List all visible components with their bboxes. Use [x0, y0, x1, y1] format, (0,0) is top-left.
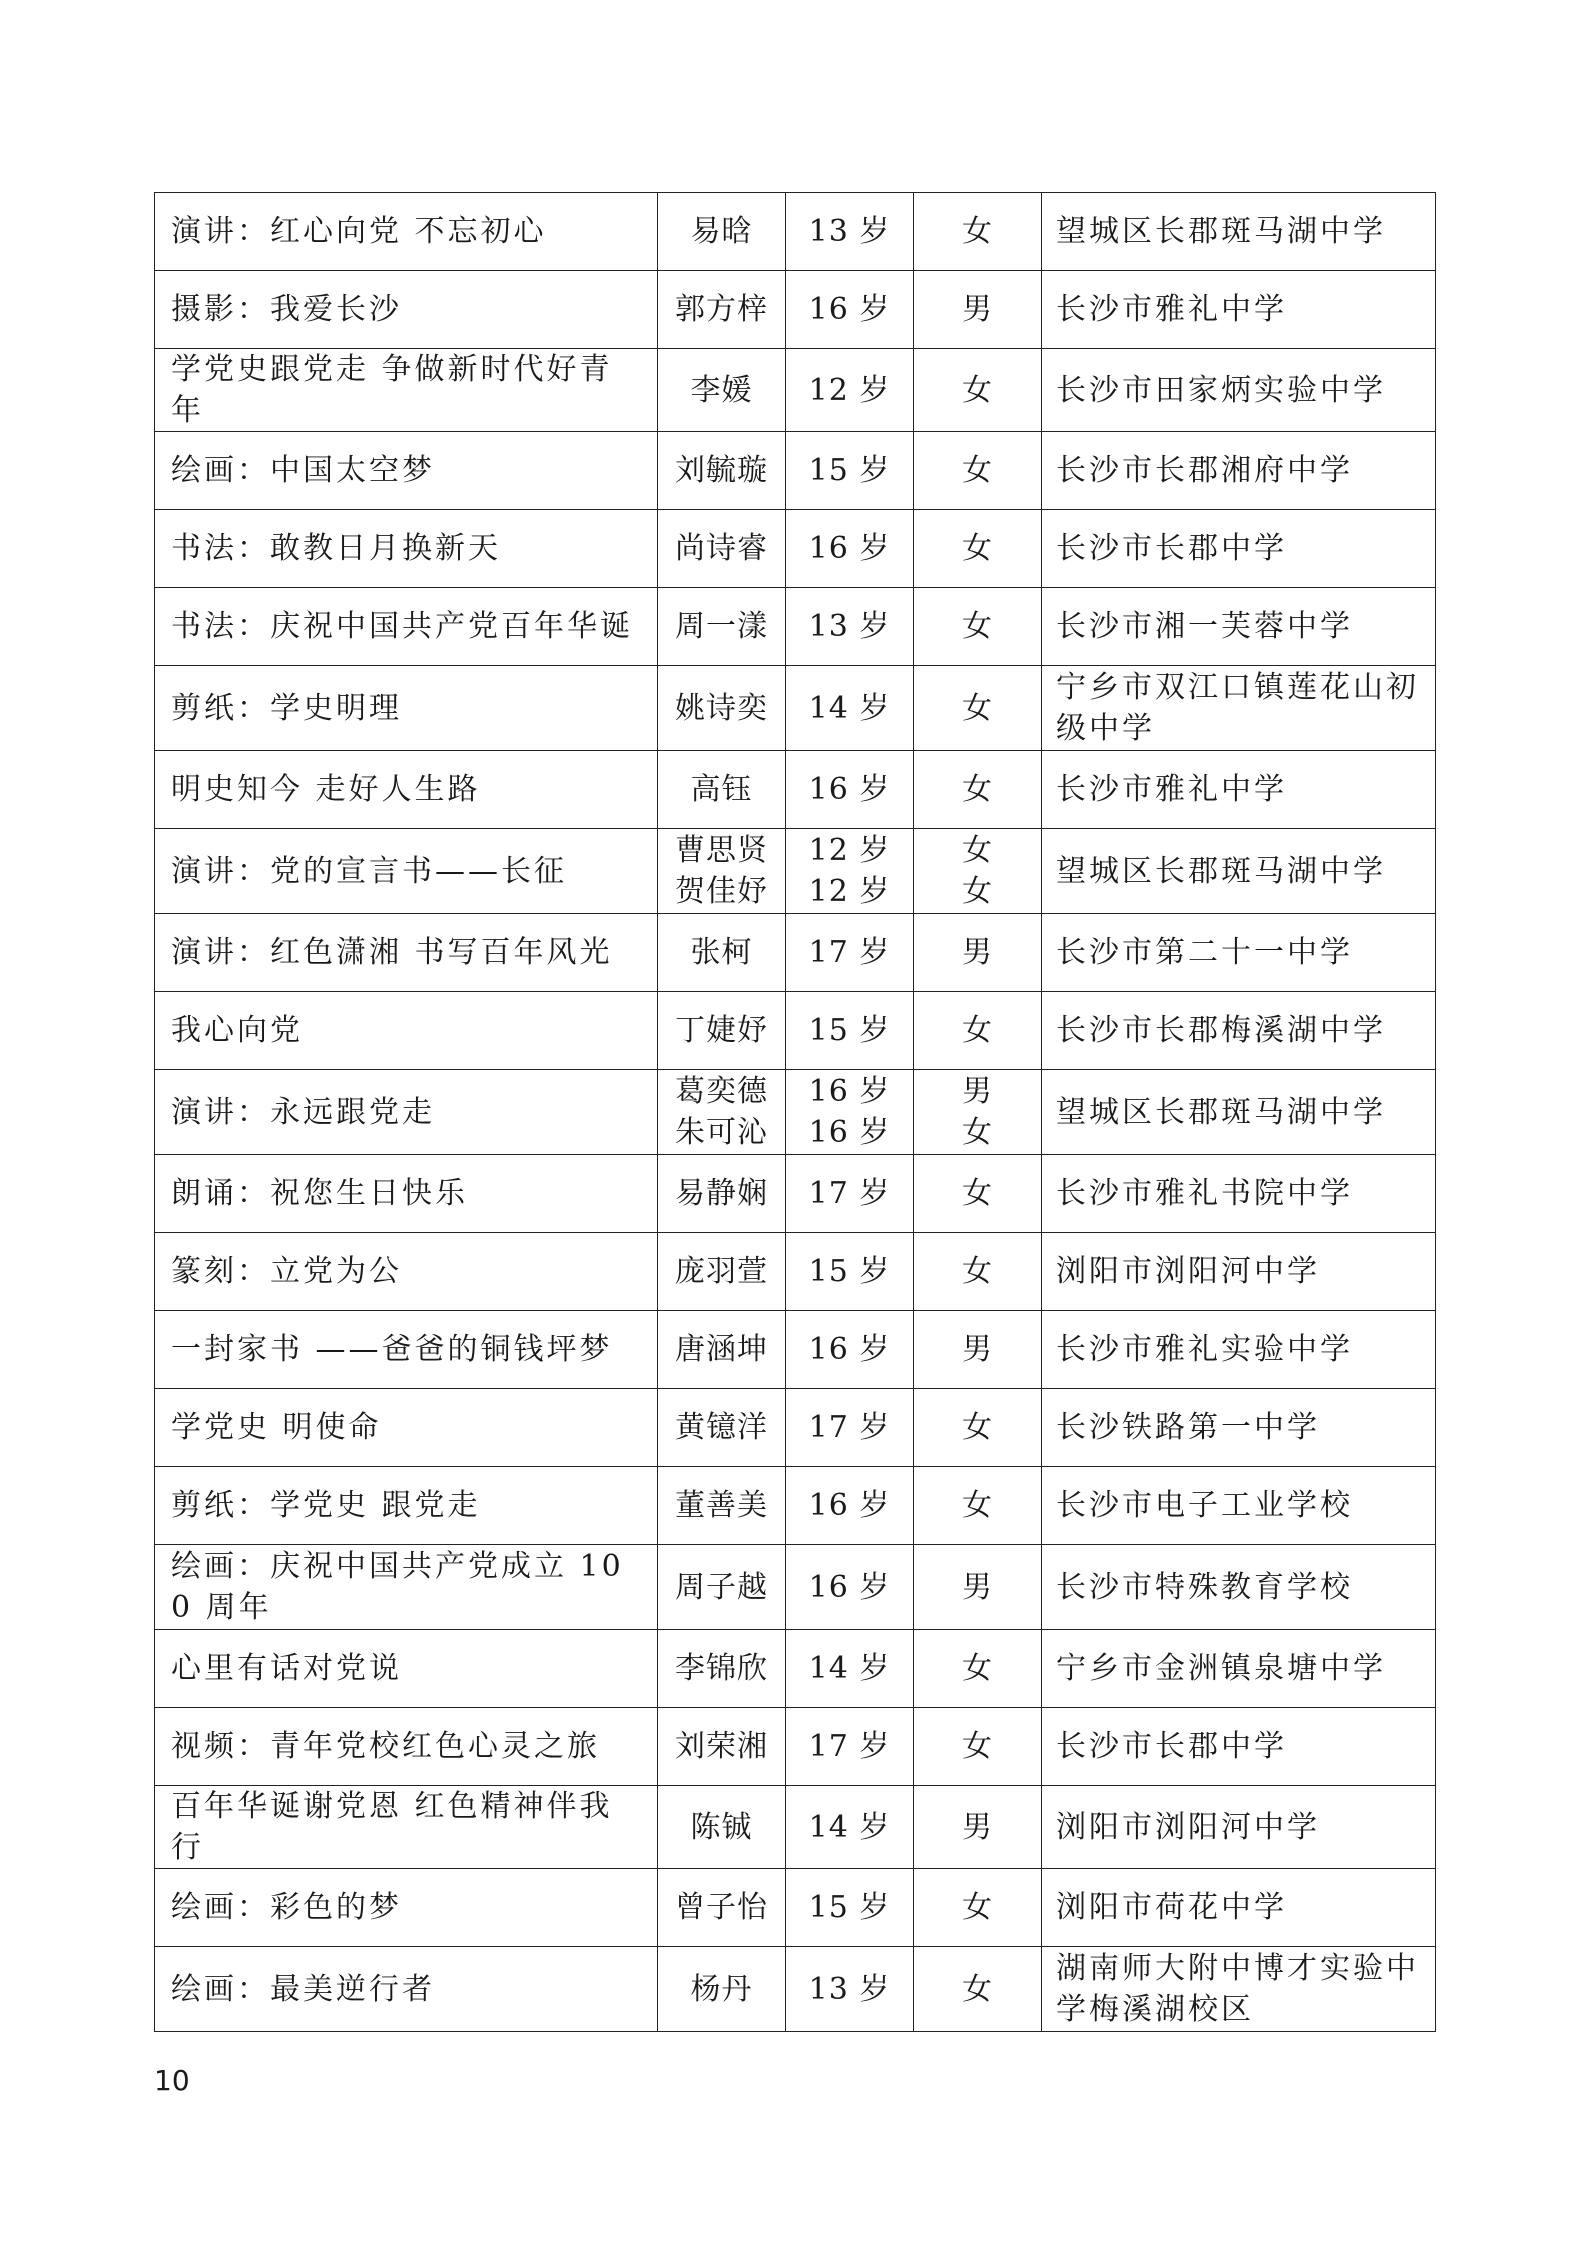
participant-name: 易晗: [690, 214, 753, 249]
school-cell: [1042, 751, 1436, 829]
work-title: 绘画：最美逆行者: [171, 1971, 435, 2007]
participant-age-cell: [786, 751, 914, 829]
work-title-cell: [155, 1630, 658, 1708]
participant-gender: 女: [962, 609, 993, 644]
participant-age-cell: [786, 271, 914, 349]
participant-name-cell: [658, 992, 786, 1070]
school-name: 宁乡市金洲镇泉塘中学: [1056, 1651, 1386, 1686]
participant-gender-cell: [914, 1389, 1042, 1467]
school-cell: [1042, 1545, 1436, 1630]
table-row: [155, 829, 1436, 914]
participant-age: 16 岁: [808, 1332, 891, 1367]
school-name: 长沙市雅礼中学: [1056, 292, 1287, 327]
participant-gender-cell: [914, 1786, 1042, 1869]
participant-gender-cell: [914, 1947, 1042, 2032]
participant-name-cell: [658, 510, 786, 588]
participant-name: 葛奕德: [675, 1074, 768, 1109]
table-row: [155, 751, 1436, 829]
school-cell: [1042, 193, 1436, 271]
participant-gender-cell: [914, 510, 1042, 588]
participant-gender-cell: [914, 271, 1042, 349]
table-row: [155, 271, 1436, 349]
work-title: 视频：青年党校红色心灵之旅: [171, 1729, 600, 1764]
school-cell: [1042, 432, 1436, 510]
work-title: 演讲：永远跟党走: [171, 1094, 435, 1130]
participant-age: 16 岁: [808, 1488, 891, 1523]
work-title: 书法：敢教日月换新天: [171, 531, 501, 566]
school-name: 浏阳市荷花中学: [1056, 1890, 1287, 1925]
school-cell: [1042, 1311, 1436, 1389]
school-cell: [1042, 1869, 1436, 1947]
table-row: [155, 1630, 1436, 1708]
participant-gender: 女: [962, 1013, 993, 1048]
school-name: 长沙市雅礼实验中学: [1056, 1332, 1353, 1367]
participant-gender: 女: [962, 772, 993, 807]
participant-gender-cell: [914, 588, 1042, 666]
participant-name: 尚诗睿: [675, 531, 768, 566]
school-cell: [1042, 349, 1436, 432]
participant-name-cell: [658, 1311, 786, 1389]
participant-age: 16 岁: [808, 531, 891, 566]
participant-name-cell: [658, 1467, 786, 1545]
participant-gender-cell: [914, 1869, 1042, 1947]
participant-name-cell: [658, 1708, 786, 1786]
school-name: 长沙市田家炳实验中学: [1056, 372, 1386, 408]
participant-age-cell: [786, 588, 914, 666]
participant-gender: 女: [962, 1971, 993, 2007]
school-name: 长沙市长郡湘府中学: [1056, 453, 1353, 488]
participant-name-cell: [658, 1070, 786, 1155]
participant-gender-cell: [914, 829, 1042, 914]
participant-age-cell: [786, 1233, 914, 1311]
school-name: 浏阳市浏阳河中学: [1056, 1809, 1320, 1845]
participant-age: 16 岁: [808, 772, 891, 807]
work-title-cell: [155, 1467, 658, 1545]
work-title: 绘画：彩色的梦: [171, 1890, 402, 1925]
school-name: 望城区长郡斑马湖中学: [1056, 1094, 1386, 1130]
school-cell: [1042, 992, 1436, 1070]
table-row: [155, 1947, 1436, 2032]
participant-name: 易静娴: [675, 1176, 768, 1211]
school-name: 长沙市湘一芙蓉中学: [1056, 609, 1353, 644]
participant-gender: 男: [962, 1074, 993, 1109]
school-name: 长沙市特殊教育学校: [1056, 1569, 1353, 1605]
school-cell: [1042, 1708, 1436, 1786]
participant-name-cell: [658, 1155, 786, 1233]
participant-name-cell: [658, 1630, 786, 1708]
work-title-cell: [155, 193, 658, 271]
participant-gender: 男: [962, 1809, 993, 1845]
table-row: [155, 1389, 1436, 1467]
work-title: 明史知今 走好人生路: [171, 772, 481, 807]
participant-gender-cell: [914, 193, 1042, 271]
work-title: 一封家书 ——爸爸的铜钱坪梦: [171, 1332, 613, 1367]
participant-gender-cell: [914, 666, 1042, 751]
participant-gender-cell: [914, 914, 1042, 992]
school-name: 长沙市长郡中学: [1056, 1729, 1287, 1764]
school-name: 湖南师大附中博才实验中学梅溪湖校区: [1056, 1951, 1419, 2027]
school-name: 长沙铁路第一中学: [1056, 1410, 1320, 1445]
work-title-cell: [155, 271, 658, 349]
school-name: 长沙市第二十一中学: [1056, 935, 1353, 970]
school-cell: [1042, 510, 1436, 588]
participant-gender-cell: [914, 1545, 1042, 1630]
participant-age: 17 岁: [808, 1729, 891, 1764]
table-row: [155, 349, 1436, 432]
participant-age: 17 岁: [808, 935, 891, 970]
participant-name: 丁婕妤: [675, 1013, 768, 1048]
participant-age-cell: [786, 1708, 914, 1786]
participant-age: 12 岁: [808, 874, 891, 909]
participant-name: 刘毓璇: [675, 453, 768, 488]
participant-name-cell: [658, 1233, 786, 1311]
school-name: 长沙市雅礼中学: [1056, 772, 1287, 807]
work-title-cell: [155, 349, 658, 432]
participant-gender: 女: [962, 1488, 993, 1523]
school-cell: [1042, 1233, 1436, 1311]
work-title: 演讲：党的宣言书——长征: [171, 853, 567, 889]
participant-age: 13 岁: [808, 1971, 891, 2007]
participant-age: 16 岁: [808, 1074, 891, 1109]
participant-gender: 女: [962, 833, 993, 868]
work-title-cell: [155, 1708, 658, 1786]
participant-gender: 女: [962, 1254, 993, 1289]
participant-age: 16 岁: [808, 1115, 891, 1150]
school-cell: [1042, 1786, 1436, 1869]
work-title-cell: [155, 992, 658, 1070]
work-title: 篆刻：立党为公: [171, 1254, 402, 1289]
work-title: 心里有话对党说: [171, 1651, 402, 1686]
participant-name-cell: [658, 1786, 786, 1869]
entries-table-body: [155, 193, 1436, 2032]
participant-name: 姚诗奕: [675, 690, 768, 726]
participant-name: 曹思贤: [675, 833, 768, 868]
work-title-cell: [155, 1155, 658, 1233]
participant-gender: 男: [962, 1332, 993, 1367]
school-cell: [1042, 1630, 1436, 1708]
work-title: 书法：庆祝中国共产党百年华诞: [171, 609, 633, 644]
work-title-cell: [155, 1389, 658, 1467]
school-name: 长沙市长郡中学: [1056, 531, 1287, 566]
school-cell: [1042, 271, 1436, 349]
participant-age-cell: [786, 349, 914, 432]
participant-age: 12 岁: [808, 833, 891, 868]
participant-age-cell: [786, 510, 914, 588]
table-row: [155, 1786, 1436, 1869]
participant-gender-cell: [914, 751, 1042, 829]
participant-age-cell: [786, 1155, 914, 1233]
participant-gender: 女: [962, 874, 993, 909]
participant-name: 庞羽萱: [675, 1254, 768, 1289]
participant-gender-cell: [914, 1233, 1042, 1311]
participant-name-cell: [658, 914, 786, 992]
participant-name-cell: [658, 829, 786, 914]
entries-sheet: [154, 192, 1435, 2032]
work-title: 我心向党: [171, 1013, 303, 1048]
table-row: [155, 193, 1436, 271]
school-cell: [1042, 1947, 1436, 2032]
participant-gender: 女: [962, 453, 993, 488]
participant-gender: 女: [962, 1410, 993, 1445]
work-title-cell: [155, 432, 658, 510]
participant-age: 14 岁: [808, 1651, 891, 1686]
participant-gender: 女: [962, 214, 993, 249]
participant-gender-cell: [914, 349, 1042, 432]
participant-age: 13 岁: [808, 609, 891, 644]
participant-gender-cell: [914, 1467, 1042, 1545]
participant-name-cell: [658, 1545, 786, 1630]
work-title: 演讲：红心向党 不忘初心: [171, 214, 547, 249]
work-title: 演讲：红色潇湘 书写百年风光: [171, 935, 613, 970]
participant-age-cell: [786, 1311, 914, 1389]
participant-gender: 男: [962, 1569, 993, 1605]
participant-name-cell: [658, 1869, 786, 1947]
work-title-cell: [155, 666, 658, 751]
participant-age-cell: [786, 666, 914, 751]
school-cell: [1042, 914, 1436, 992]
table-row: [155, 432, 1436, 510]
work-title: 绘画：庆祝中国共产党成立 100 周年: [171, 1549, 624, 1625]
participant-age-cell: [786, 1947, 914, 2032]
participant-age: 14 岁: [808, 1809, 891, 1845]
participant-gender: 女: [962, 372, 993, 408]
participant-age: 14 岁: [808, 690, 891, 726]
work-title-cell: [155, 1233, 658, 1311]
participant-name: 唐涵坤: [675, 1332, 768, 1367]
work-title: 绘画：中国太空梦: [171, 453, 435, 488]
table-row: [155, 1545, 1436, 1630]
school-cell: [1042, 588, 1436, 666]
work-title: 剪纸：学史明理: [171, 690, 402, 726]
school-name: 浏阳市浏阳河中学: [1056, 1254, 1320, 1289]
participant-age: 15 岁: [808, 453, 891, 488]
participant-gender-cell: [914, 1155, 1042, 1233]
participant-age-cell: [786, 992, 914, 1070]
work-title-cell: [155, 588, 658, 666]
participant-gender: 女: [962, 1890, 993, 1925]
school-name: 宁乡市双江口镇莲花山初级中学: [1056, 670, 1419, 746]
participant-name: 李锦欣: [675, 1651, 768, 1686]
participant-name: 贺佳妤: [675, 874, 768, 909]
participant-age: 15 岁: [808, 1890, 891, 1925]
participant-gender: 男: [962, 935, 993, 970]
participant-gender: 女: [962, 690, 993, 726]
participant-name-cell: [658, 1947, 786, 2032]
work-title-cell: [155, 1545, 658, 1630]
table-row: [155, 588, 1436, 666]
participant-gender-cell: [914, 1311, 1042, 1389]
participant-age-cell: [786, 193, 914, 271]
table-row: [155, 1467, 1436, 1545]
school-name: 望城区长郡斑马湖中学: [1056, 214, 1386, 249]
table-row: [155, 666, 1436, 751]
participant-name: 黄镱洋: [675, 1410, 768, 1445]
participant-age: 16 岁: [808, 292, 891, 327]
school-cell: [1042, 1389, 1436, 1467]
work-title-cell: [155, 510, 658, 588]
table-row: [155, 1869, 1436, 1947]
school-name: 望城区长郡斑马湖中学: [1056, 853, 1386, 889]
participant-age-cell: [786, 432, 914, 510]
school-cell: [1042, 1467, 1436, 1545]
work-title: 摄影：我爱长沙: [171, 292, 402, 327]
participant-age-cell: [786, 1467, 914, 1545]
participant-name-cell: [658, 751, 786, 829]
table-row: [155, 510, 1436, 588]
entries-table: [154, 192, 1436, 2032]
school-name: 长沙市电子工业学校: [1056, 1488, 1353, 1523]
work-title-cell: [155, 1869, 658, 1947]
school-cell: [1042, 1070, 1436, 1155]
table-row: [155, 992, 1436, 1070]
participant-gender-cell: [914, 1070, 1042, 1155]
table-row: [155, 1233, 1436, 1311]
table-row: [155, 1708, 1436, 1786]
work-title: 朗诵：祝您生日快乐: [171, 1176, 468, 1211]
participant-name-cell: [658, 193, 786, 271]
participant-age-cell: [786, 1630, 914, 1708]
participant-age: 13 岁: [808, 214, 891, 249]
participant-name-cell: [658, 271, 786, 349]
work-title-cell: [155, 1070, 658, 1155]
participant-age: 12 岁: [808, 372, 891, 408]
participant-age-cell: [786, 1070, 914, 1155]
participant-name-cell: [658, 588, 786, 666]
work-title-cell: [155, 829, 658, 914]
participant-name: 朱可沁: [675, 1115, 768, 1150]
table-row: [155, 1311, 1436, 1389]
participant-name-cell: [658, 1389, 786, 1467]
school-cell: [1042, 829, 1436, 914]
work-title: 剪纸：学党史 跟党走: [171, 1488, 481, 1523]
work-title: 学党史跟党走 争做新时代好青年: [171, 352, 613, 428]
participant-age: 16 岁: [808, 1569, 891, 1605]
participant-age-cell: [786, 1869, 914, 1947]
table-row: [155, 914, 1436, 992]
table-row: [155, 1155, 1436, 1233]
participant-gender: 女: [962, 531, 993, 566]
participant-name: 张柯: [690, 935, 753, 970]
participant-name-cell: [658, 349, 786, 432]
participant-age-cell: [786, 1786, 914, 1869]
participant-gender-cell: [914, 1708, 1042, 1786]
participant-name-cell: [658, 666, 786, 751]
participant-age: 15 岁: [808, 1254, 891, 1289]
participant-gender: 女: [962, 1176, 993, 1211]
participant-name: 刘荣湘: [675, 1729, 768, 1764]
participant-gender: 女: [962, 1729, 993, 1764]
work-title-cell: [155, 751, 658, 829]
participant-gender-cell: [914, 992, 1042, 1070]
work-title-cell: [155, 1947, 658, 2032]
school-cell: [1042, 1155, 1436, 1233]
work-title-cell: [155, 914, 658, 992]
participant-age-cell: [786, 914, 914, 992]
participant-gender: 男: [962, 292, 993, 327]
work-title: 学党史 明使命: [171, 1410, 382, 1445]
participant-name: 曾子怡: [675, 1890, 768, 1925]
participant-name: 杨丹: [690, 1971, 753, 2007]
work-title-cell: [155, 1786, 658, 1869]
participant-age-cell: [786, 829, 914, 914]
work-title-cell: [155, 1311, 658, 1389]
work-title: 百年华诞谢党恩 红色精神伴我行: [171, 1789, 613, 1865]
school-name: 长沙市雅礼书院中学: [1056, 1176, 1353, 1211]
participant-age: 17 岁: [808, 1176, 891, 1211]
participant-age-cell: [786, 1389, 914, 1467]
participant-name: 陈铖: [690, 1809, 753, 1845]
school-name: 长沙市长郡梅溪湖中学: [1056, 1013, 1386, 1048]
participant-gender-cell: [914, 1630, 1042, 1708]
participant-name: 李媛: [690, 372, 753, 408]
participant-gender: 女: [962, 1651, 993, 1686]
participant-age: 17 岁: [808, 1410, 891, 1445]
participant-name: 周一漾: [675, 609, 768, 644]
participant-name-cell: [658, 432, 786, 510]
participant-gender: 女: [962, 1115, 993, 1150]
participant-name: 董善美: [675, 1488, 768, 1523]
page-number: 10: [154, 2064, 190, 2097]
table-row: [155, 1070, 1436, 1155]
participant-gender-cell: [914, 432, 1042, 510]
school-cell: [1042, 666, 1436, 751]
participant-name: 周子越: [675, 1569, 768, 1605]
participant-name: 郭方梓: [675, 292, 768, 327]
participant-age: 15 岁: [808, 1013, 891, 1048]
participant-name: 高钰: [690, 772, 753, 807]
participant-age-cell: [786, 1545, 914, 1630]
